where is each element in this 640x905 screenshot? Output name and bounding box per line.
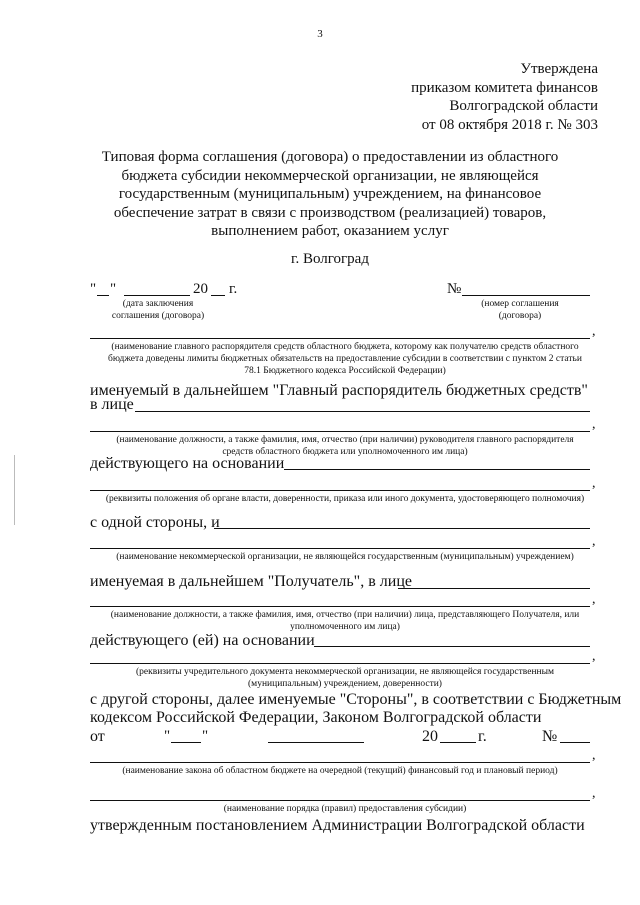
date-quote-open: " [90,281,97,297]
number-sign: № [447,281,462,297]
document-title: Типовая форма соглашения (договора) о предоставлении из областного бюджета субсидии некоммерческой организации, не являющейся государственным (муниципальным) учреждением, на финансовое обеспечение затрат в связи с производством (реализацией) товаров, выполнением работ, оказанием услуг [101,149,559,239]
named-gr-text: именуемый в дальнейшем "Главный распорядитель бюджетных средств" [90,382,588,399]
approval-line-4: от 08 октября 2018 г. № 303 [421,116,598,133]
comma: , [592,592,596,607]
date-quote-close: " [110,281,117,297]
comma: , [592,324,596,339]
budget-law-blank[interactable] [90,762,590,763]
law-number-blank[interactable] [560,742,590,743]
page-number: 3 [317,28,323,40]
founding-docs-blank[interactable] [90,663,590,664]
number-caption: (номер соглашения (договора) [481,299,559,321]
law-year-suffix: г. [478,728,487,745]
date-year-suffix: г. [229,281,238,297]
law-date-quote-open: " [164,728,171,744]
law-date-quote-close: " [202,728,209,744]
comma: , [592,748,596,763]
procedure-blank[interactable] [90,800,590,801]
authority-docs-caption: (реквизиты положения об органе власти, доверенности, приказа или иного документа, удостоверяющего полномочия) [105,494,585,504]
other-side-line-2: кодексом Российской Федерации, Законом Волгоградской области [90,709,542,726]
procedure-caption: (наименование порядка (правил) предоставления субсидии) [223,804,467,814]
comma: , [592,534,596,549]
in-person-blank[interactable] [135,411,590,412]
agreement-number-blank[interactable] [462,295,590,296]
approval-line-3: Волгоградской области [449,98,598,114]
comma: , [592,476,596,491]
nko-caption: (наименование некоммерческой организации, не являющейся государственным (муниципальным) учреждением) [116,552,574,562]
comma: , [592,786,596,801]
approval-stamp [411,60,598,134]
law-year-blank[interactable] [440,742,476,743]
acting-basis-label: действующего на основании [90,455,285,472]
date-year-blank[interactable] [211,295,225,296]
date-month-blank[interactable] [124,295,190,296]
comma: , [592,417,596,432]
acting-basis-2-blank[interactable] [314,646,590,647]
city: г. Волгоград [291,251,369,267]
law-day-blank[interactable] [171,742,201,743]
date-day-blank[interactable] [97,295,109,296]
law-month-blank[interactable] [268,742,364,743]
distributor-blank[interactable] [90,338,590,339]
approval-line-1: Утверждена [520,61,598,77]
recipient-official-blank[interactable] [90,606,590,607]
law-number-sign: № [542,728,558,745]
scan-margin-mark [14,455,15,525]
date-caption: (дата заключения соглашения (договора) [111,299,205,321]
recipient-official-caption: (наименование должности, а также фамилия, имя, отчество (при наличии) лица, представляющего Получателя, или уполномоченного им лица) [110,610,580,632]
budget-law-caption: (наименование закона об областном бюджете на очередной (текущий) финансовый год и плановый период) [122,766,558,776]
law-century: 20 [422,728,438,745]
one-side-blank[interactable] [214,528,590,529]
official-blank[interactable] [90,431,590,432]
founding-docs-caption: (реквизиты учредительного документа некоммерческой организации, не являющейся государственным (муниципальным) учреждением, доверенности) [135,667,555,689]
one-side-label: с одной стороны, и [90,514,220,531]
approval-line-2: приказом комитета финансов [411,79,598,96]
in-person-label: в лице [90,396,134,413]
acting-basis-blank[interactable] [284,469,590,470]
comma: , [592,649,596,664]
recipient-person-blank[interactable] [398,588,590,589]
named-recipient-label: именуемая в дальнейшем "Получатель", в лице [90,573,412,590]
distributor-caption: (наименование главного распорядителя средств областного бюджета, которому как получателю средств областного бюджета доведены лимиты бюджетных обязательств на предоставление субсидии в соответствии с пунктом 2 статьи 78.1 Бюджетного кодекса Российской Федерации) [108,342,582,376]
approved-by-text: утвержденным постановлением Администрации Волгоградской области [90,817,585,834]
authority-docs-blank[interactable] [90,490,590,491]
date-century: 20 [193,281,208,297]
acting-basis-2-label: действующего (ей) на основании [90,632,315,649]
other-side-line-1: с другой стороны, далее именуемые "Стороны", в соответствии с Бюджетным [90,691,622,708]
from-label: от [90,728,105,745]
official-caption: (наименование должности, а также фамилия, имя, отчество (при наличии) руководителя главного распорядителя средств областного бюджета или уполномоченного им лица) [116,435,574,457]
nko-blank[interactable] [90,548,590,549]
